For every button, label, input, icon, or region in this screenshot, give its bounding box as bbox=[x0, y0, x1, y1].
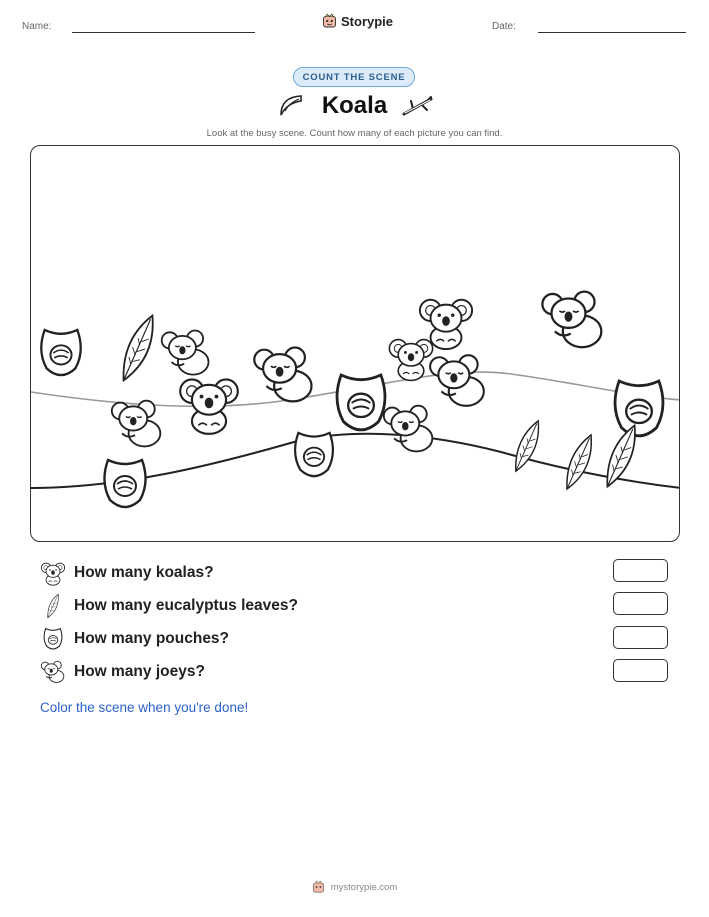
brand-logo bbox=[322, 13, 393, 29]
question-text: How many eucalyptus leaves? bbox=[74, 597, 298, 614]
question-text: How many pouches? bbox=[74, 630, 230, 647]
joey bbox=[254, 348, 311, 402]
closing-instruction: Color the scene when you're done! bbox=[40, 700, 249, 715]
joey-icon bbox=[40, 659, 66, 685]
busy-scene bbox=[30, 145, 680, 542]
answer-box-pouches[interactable] bbox=[613, 626, 668, 649]
pouch bbox=[615, 381, 663, 436]
question-text: How many koalas? bbox=[74, 564, 214, 581]
name-line[interactable] bbox=[72, 32, 255, 33]
page-title: Koala bbox=[321, 92, 388, 119]
storypie-logo-icon bbox=[322, 13, 337, 29]
pouch bbox=[104, 460, 145, 507]
instructions: Look at the busy scene. Count how many of each picture you can find. bbox=[206, 128, 503, 139]
question-text: How many joeys? bbox=[74, 663, 205, 680]
eucalyptus-leaf bbox=[607, 425, 635, 486]
question-joeys bbox=[40, 658, 205, 686]
pouch bbox=[295, 433, 333, 476]
joey bbox=[384, 406, 433, 452]
koala bbox=[389, 340, 432, 381]
date-label: Date: bbox=[492, 21, 516, 32]
joey bbox=[112, 401, 161, 447]
joey bbox=[542, 292, 601, 348]
scene-illustration bbox=[31, 146, 680, 542]
pouch bbox=[41, 330, 80, 375]
footer-url[interactable]: mystorypie.com bbox=[330, 881, 398, 893]
joey bbox=[430, 355, 484, 406]
leaf-icon bbox=[40, 593, 66, 619]
question-koalas bbox=[40, 559, 214, 587]
pouch bbox=[337, 375, 385, 430]
eucalyptus-leaf bbox=[516, 421, 539, 471]
answer-box-koalas[interactable] bbox=[613, 559, 668, 582]
koala-icon bbox=[40, 560, 66, 586]
question-pouches bbox=[40, 625, 229, 653]
eucalyptus-leaf bbox=[124, 316, 153, 381]
question-leaves bbox=[40, 592, 298, 620]
brand-name: Storypie bbox=[341, 13, 394, 29]
branch-icon bbox=[401, 94, 435, 118]
storypie-footer-icon bbox=[312, 880, 325, 894]
answer-box-leaves[interactable] bbox=[613, 592, 668, 615]
count-the-scene-badge: COUNT THE SCENE bbox=[293, 67, 415, 87]
name-label: Name: bbox=[22, 21, 52, 32]
date-line[interactable] bbox=[538, 32, 686, 33]
answer-box-joeys[interactable] bbox=[613, 659, 668, 682]
footer bbox=[0, 880, 709, 894]
eucalyptus-leaf bbox=[567, 435, 591, 489]
pouch-icon bbox=[40, 626, 66, 652]
joey bbox=[162, 331, 209, 375]
